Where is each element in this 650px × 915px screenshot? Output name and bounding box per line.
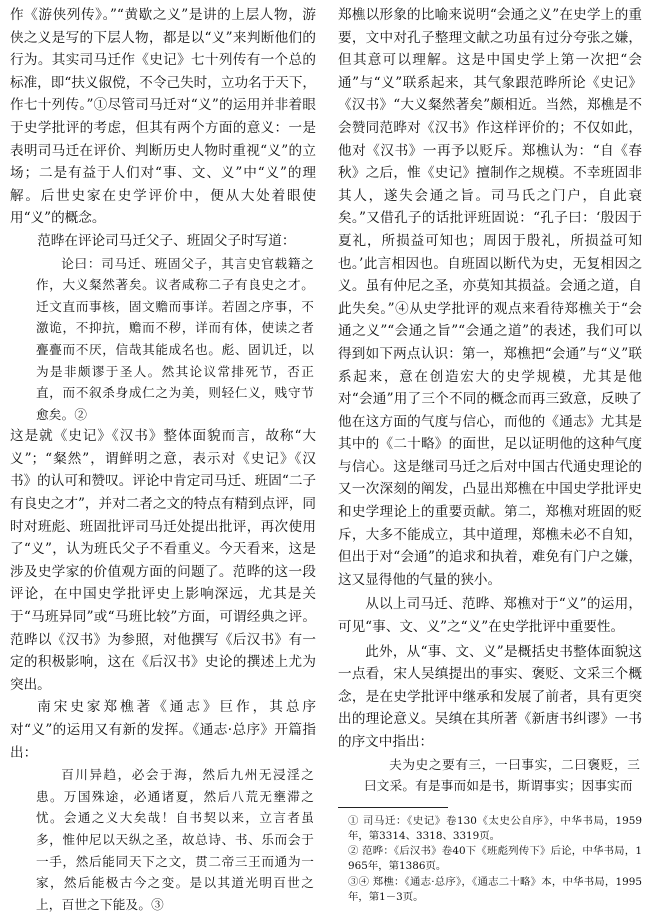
right-column: [338, 4, 642, 905]
footnote: ② 范晔：《后汉书》卷40下《班彪列传下》后论，中华书局，1965年，第1386页。: [348, 845, 642, 873]
block-quote: 论曰：司马迁、班固父子，其言史官载籍之作，大义粲然著矣。议者咸称二子有良史之才。迁文直而事核，固文赡而事详。若固之序事，不激诡，不抑抗，赡而不秽，详而有体，使读之者亹亹而不厌，信哉其能成名也。彪、固讥迁，以为是非颇谬于圣人。然其论议常排死节，否正直，而不叙杀身成仁之为美，则轻仁义，贱守节愈矣。②: [36, 255, 314, 422]
footnote: ① 司马迁：《史记》卷130《太史公自序》，中华书局，1959年，第3314、3318、3319页。: [348, 814, 642, 842]
footnote: ③④ 郑樵：《通志·总序》，《通志二十略》本，中华书局，1995年，第1－3页。: [348, 875, 642, 903]
paragraph: 此外，从“事、文、义”是概括史书整体面貌这一点看，宋人吴缜提出的事实、褒贬、文采三个概念，是在史学批评中继承和发展了前者，具有更突出的理论意义。吴缜在其所著《新唐书纠谬》一书的序文中指出：: [338, 643, 642, 750]
paragraph: 南宋史家郑樵著《通志》巨作，其总序对“义”的运用又有新的发挥。《通志·总序》开篇指出：: [10, 699, 316, 761]
paragraph: 从以上司马迁、范晔、郑樵对于“义”的运用，可见“事、文、义”之“义”在史学批评中重要性。: [338, 596, 642, 636]
paragraph: 这是就《史记》《汉书》整体面貌而言，故称“大义”；“粲然”，谓鲜明之意，表示对《史记》《汉书》的认可和赞叹。评论中肯定司马迁、班固“二子有良史之才”，并对二者之文的特点有精到点评，同时对班彪、班固批评司马迁处提出批评，再次使用了“义”，认为班氏父子不看重义。今天看来，这是涉及史学家的价值观方面的问题了。范晔的这一段评论，在中国史学批评史上影响深远，尤其是关于“马班异同”或“马班比较”方面，可谓经典之评。范晔以《汉书》为参照，对他撰写《后汉书》有一定的积极影响，这在《后汉书》史论的撰述上尤为突出。: [10, 428, 317, 693]
footnote-divider: [338, 807, 448, 808]
paragraph: 郑樵以形象的比喻来说明“会通之义”在史学上的重要，文中对孔子整理文献之功虽有过分夸张之嫌，但其意可以理解。这是中国史学上第一次把“会通”与“义”联系起来，其气象跟范晔所论《史记》《汉书》“大义粲然著矣”颇相近。当然，郑樵是不会赞同范晔对《汉书》作这样评价的；不仅如此，他对《汉书》一再予以贬斥。郑樵认为：“自《春秋》之后，惟《史记》擅制作之规模。不幸班固非其人，遂失会通之旨。司马氏之门户，自此衰矣。”又借孔子的话批评班固说：“孔子曰：‘殷因于夏礼，所损益可知也；周因于殷礼，所损益可知也。’此言相因也。自班固以断代为史，无复相因之义。虽有仲尼之圣，亦莫知其损益。会通之道，自此失矣。”④从史学批评的观点来看待郑樵关于“会通之义”“会通之旨”“会通之道”的表述，我们可以得到如下两点认识：第一，郑樵把“会通”与“义”联系起来，意在创造宏大的史学规模，尤其是他对“会通”用了三个不同的概念而再三致意，反映了他在这方面的气度与信心，而他的《通志》尤其是其中的《二十略》的面世，足以证明他的这种气度与信心。这是继司马迁之后对中国古代通史理论的又一次深刻的阐发，凸显出郑樵在中国史学批评史和史学理论上的重要贡献。第二，郑樵对班固的贬斥，大多不能成立，其中道理，郑樵未必不自知，但出于对“会通”的追求和执着，难免有门户之嫌，这又显得他的气量的狭小。: [338, 7, 642, 588]
paragraph: 作《游侠列传》。”“黄歇之义”是讲的上层人物，游侠之义是写的下层人物，都是以“义”来判断他们的行为。其实司马迁作《史记》七十列传有一个总的标准，即“扶义俶傥，不令己失时，立功名于天下，作七十列传。”①尽管司马迁对“义”的运用并非着眼于史学批评的考虑，但其有两个方面的意义：一是表明司马迁在评价、判断历史人物时重视“义”的立场；二是有益于人们对“事、文、义”中“义”的理解。后世史家在史学评价中，便从大处着眼使用“义”的概念。: [10, 7, 317, 227]
block-quote: 百川异趋，必会于海，然后九州无浸淫之患。万国殊途，必通诸夏，然后八荒无壅滞之忧。会通之义大矣哉！自书契以来，立言者虽多，惟仲尼以天纵之圣，故总诗、书、乐而会于一手，然后能同天下之文，贯二帝三王而通为一家，然后能极古今之变。是以其道光明百世之上，百世之下能及。③: [36, 767, 314, 912]
paragraph: 范晔在评论司马迁父子、班固父子时写道：: [37, 232, 296, 249]
left-column: [10, 4, 316, 915]
block-quote: 夫为史之要有三，一曰事实，二曰褒贬，三曰文采。有是事而如是书，斯谓事实；因事实而: [364, 756, 640, 794]
